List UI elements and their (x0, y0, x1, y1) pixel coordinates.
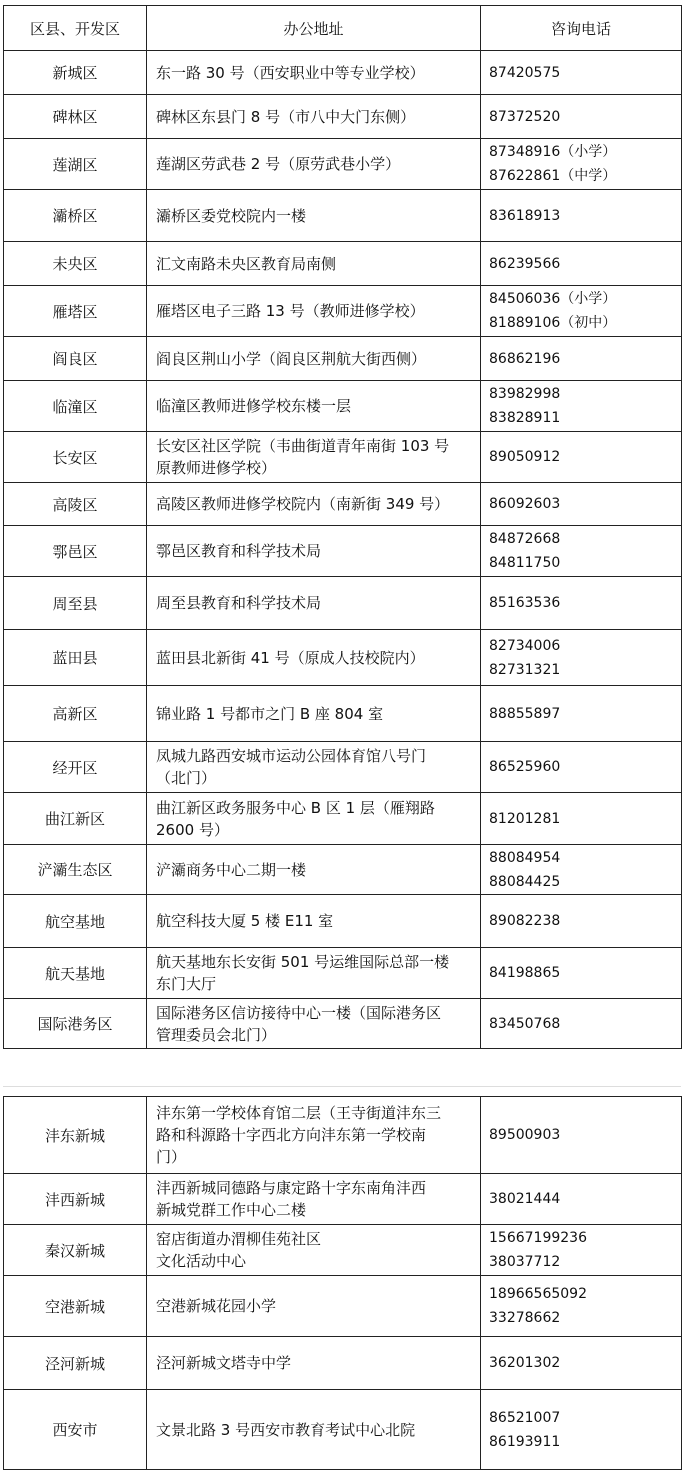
phone-cell (481, 337, 682, 381)
table-row (4, 526, 682, 577)
phone-cell (481, 51, 682, 95)
address-line: 东一路 30 号（西安职业中等专业学校） (156, 63, 425, 82)
address-line: 沣东第一学校体育馆二层（王寺街道沣东三 (156, 1104, 442, 1122)
table-row (4, 432, 682, 483)
address-line: 国际港务区信访接待中心一楼（国际港务区 (156, 1003, 442, 1022)
table-row (4, 242, 682, 286)
address-cell (147, 51, 481, 95)
address-cell (147, 95, 481, 139)
phone-number: 86525960 (489, 759, 561, 775)
address-line: 路和科源路十字西北方向沣东第一学校南 (156, 1126, 427, 1144)
address-line: 空港新城花园小学 (156, 1297, 277, 1315)
district-cell: 航天基地 (4, 948, 147, 999)
phone-number: 84198865 (489, 965, 561, 981)
table-row (4, 190, 682, 242)
address-line: 文景北路 3 号西安市教育考试中心北院 (156, 1420, 416, 1439)
address-cell (147, 1337, 481, 1390)
address-line: 门） (156, 1148, 187, 1166)
address-line: 东门大厅 (156, 975, 217, 993)
office-table-new-areas (3, 1096, 682, 1470)
phone-number: 89082238 (489, 913, 561, 929)
table-row (4, 1276, 682, 1337)
phone-number: 87420575 (489, 64, 561, 81)
address-cell (147, 190, 481, 242)
table-row (4, 895, 682, 948)
table-row (4, 1225, 682, 1276)
district-cell: 高新区 (4, 686, 147, 742)
address-cell (147, 948, 481, 999)
address-line: 文化活动中心 (156, 1252, 247, 1270)
phone-number: 38021444 (489, 1191, 561, 1207)
table-header-row (4, 6, 682, 51)
phone-number: 83982998 (489, 386, 561, 402)
phone-cell (481, 845, 682, 895)
district-cell: 阎良区 (4, 337, 147, 381)
table-row (4, 286, 682, 337)
address-cell (147, 337, 481, 381)
header-address: 办公地址 (147, 6, 481, 51)
address-line: 新城党群工作中心二楼 (156, 1201, 307, 1219)
office-table-main (3, 5, 682, 1049)
phone-number: 88084425 (489, 873, 561, 890)
address-cell (147, 686, 481, 742)
page-divider (3, 1086, 681, 1087)
phone-number: 89050912 (489, 449, 561, 465)
address-line: 曲江新区政务服务中心 B 区 1 层（雁翔路 (156, 798, 435, 817)
table-row (4, 381, 682, 432)
phone-cell (481, 686, 682, 742)
address-line: 浐灞商务中心二期一楼 (156, 860, 307, 879)
district-cell: 周至县 (4, 577, 147, 630)
address-line: 长安区社区学院（韦曲街道青年南街 103 号 (156, 437, 450, 455)
phone-number: 81889106（初中） (489, 315, 617, 331)
phone-number: 15667199236 (489, 1230, 587, 1246)
district-cell: 西安市 (4, 1390, 147, 1470)
address-line: 周至县教育和科学技术局 (156, 594, 322, 612)
district-cell: 碑林区 (4, 95, 147, 139)
district-cell: 雁塔区 (4, 286, 147, 337)
phone-number: 85163536 (489, 595, 561, 611)
phone-number: 88855897 (489, 705, 561, 722)
table-body-new-areas (4, 1097, 682, 1470)
phone-number: 36201302 (489, 1355, 561, 1371)
phone-number: 86862196 (489, 350, 561, 367)
district-cell: 灞桥区 (4, 190, 147, 242)
table-row (4, 1337, 682, 1390)
phone-cell (481, 742, 682, 793)
district-cell: 高陵区 (4, 483, 147, 526)
phone-cell (481, 1337, 682, 1390)
table-body-main (4, 51, 682, 1049)
table-row (4, 686, 682, 742)
address-line: 鄠邑区教育和科学技术局 (156, 542, 322, 560)
district-cell: 临潼区 (4, 381, 147, 432)
address-cell (147, 999, 481, 1049)
address-cell (147, 845, 481, 895)
phone-number: 87622861（中学） (489, 168, 617, 184)
address-cell (147, 1390, 481, 1470)
phone-number: 84506036（小学） (489, 291, 617, 307)
address-line: 灞桥区委党校院内一楼 (156, 206, 307, 225)
address-line: 高陵区教师进修学校院内（南新街 349 号） (156, 495, 450, 513)
address-cell (147, 1225, 481, 1276)
phone-cell (481, 1225, 682, 1276)
address-cell (147, 1276, 481, 1337)
phone-number: 83618913 (489, 207, 561, 224)
address-cell (147, 526, 481, 577)
phone-cell (481, 483, 682, 526)
phone-number: 87348916（小学） (489, 144, 617, 160)
phone-cell (481, 190, 682, 242)
address-line: 碑林区东县门 8 号（市八中大门东侧） (156, 107, 416, 126)
phone-number: 86092603 (489, 496, 561, 512)
address-line: 窑店街道办渭柳佳苑社区 (156, 1230, 322, 1248)
address-cell (147, 742, 481, 793)
table-row (4, 483, 682, 526)
table-row (4, 139, 682, 190)
district-cell: 航空基地 (4, 895, 147, 948)
phone-cell (481, 242, 682, 286)
address-cell (147, 630, 481, 686)
table-row (4, 845, 682, 895)
address-cell (147, 1174, 481, 1225)
district-cell: 鄠邑区 (4, 526, 147, 577)
phone-cell (481, 630, 682, 686)
phone-cell (481, 999, 682, 1049)
address-cell (147, 242, 481, 286)
phone-number: 88084954 (489, 849, 561, 866)
address-cell (147, 139, 481, 190)
address-line: 锦业路 1 号都市之门 B 座 804 室 (156, 704, 384, 723)
district-cell: 蓝田县 (4, 630, 147, 686)
table-row (4, 999, 682, 1049)
phone-cell (481, 381, 682, 432)
phone-number: 87372520 (489, 108, 561, 125)
address-cell (147, 793, 481, 845)
address-line: 航天基地东长安街 501 号运维国际总部一楼 (156, 953, 450, 971)
address-line: 航空科技大厦 5 楼 E11 室 (156, 912, 334, 930)
phone-number: 84872668 (489, 531, 561, 547)
phone-cell (481, 432, 682, 483)
header-phone: 咨询电话 (481, 6, 682, 51)
address-line: 原教师进修学校） (156, 459, 277, 477)
district-cell: 空港新城 (4, 1276, 147, 1337)
address-line: 阎良区荆山小学（阎良区荆航大街西侧） (156, 349, 427, 368)
table-row (4, 793, 682, 845)
address-line: 管理委员会北门） (156, 1025, 277, 1044)
phone-cell (481, 793, 682, 845)
address-cell (147, 577, 481, 630)
address-line: 蓝田县北新街 41 号（原成人技校院内） (156, 648, 425, 667)
address-cell (147, 895, 481, 948)
phone-number: 82734006 (489, 637, 561, 654)
phone-cell (481, 95, 682, 139)
table-row (4, 1390, 682, 1470)
phone-cell (481, 1174, 682, 1225)
address-cell (147, 1097, 481, 1174)
phone-number: 84811750 (489, 555, 561, 571)
district-cell: 秦汉新城 (4, 1225, 147, 1276)
phone-cell (481, 1097, 682, 1174)
address-line: 莲湖区劳武巷 2 号（原劳武巷小学） (156, 155, 401, 173)
district-cell: 泾河新城 (4, 1337, 147, 1390)
table-row (4, 51, 682, 95)
district-cell: 未央区 (4, 242, 147, 286)
district-cell: 长安区 (4, 432, 147, 483)
address-cell (147, 483, 481, 526)
address-line: 临潼区教师进修学校东楼一层 (156, 397, 352, 415)
address-cell (147, 286, 481, 337)
phone-number: 81201281 (489, 810, 561, 827)
phone-cell (481, 948, 682, 999)
address-line: 汇文南路未央区教育局南侧 (156, 254, 337, 273)
table-row (4, 577, 682, 630)
phone-number: 33278662 (489, 1310, 561, 1326)
district-cell: 沣西新城 (4, 1174, 147, 1225)
phone-cell (481, 526, 682, 577)
address-line: 沣西新城同德路与康定路十字东南角沣西 (156, 1179, 427, 1197)
phone-number: 86521007 (489, 1409, 561, 1426)
phone-cell (481, 1276, 682, 1337)
table-row (4, 1097, 682, 1174)
district-cell: 莲湖区 (4, 139, 147, 190)
address-line: 凤城九路西安城市运动公园体育馆八号门 (156, 747, 427, 765)
district-cell: 浐灞生态区 (4, 845, 147, 895)
phone-number: 83450768 (489, 1015, 561, 1032)
district-cell: 沣东新城 (4, 1097, 147, 1174)
phone-cell (481, 286, 682, 337)
phone-number: 82731321 (489, 661, 561, 678)
address-line: 泾河新城文塔寺中学 (156, 1354, 292, 1372)
phone-cell (481, 895, 682, 948)
phone-number: 38037712 (489, 1254, 561, 1270)
phone-number: 89500903 (489, 1127, 561, 1143)
phone-number: 86239566 (489, 255, 561, 272)
phone-cell (481, 1390, 682, 1470)
phone-number: 18966565092 (489, 1286, 587, 1302)
table-row (4, 742, 682, 793)
table-row (4, 95, 682, 139)
district-cell: 新城区 (4, 51, 147, 95)
header-district: 区县、开发区 (4, 6, 147, 51)
district-cell: 国际港务区 (4, 999, 147, 1049)
address-cell (147, 432, 481, 483)
table-row (4, 1174, 682, 1225)
table-row (4, 948, 682, 999)
phone-number: 86193911 (489, 1433, 561, 1450)
district-cell: 经开区 (4, 742, 147, 793)
address-line: 雁塔区电子三路 13 号（教师进修学校） (156, 302, 425, 320)
address-line: （北门） (156, 769, 217, 787)
table-row (4, 630, 682, 686)
phone-cell (481, 139, 682, 190)
address-cell (147, 381, 481, 432)
phone-number: 83828911 (489, 410, 561, 426)
district-cell: 曲江新区 (4, 793, 147, 845)
phone-cell (481, 577, 682, 630)
address-line: 2600 号） (156, 820, 229, 839)
table-row (4, 337, 682, 381)
